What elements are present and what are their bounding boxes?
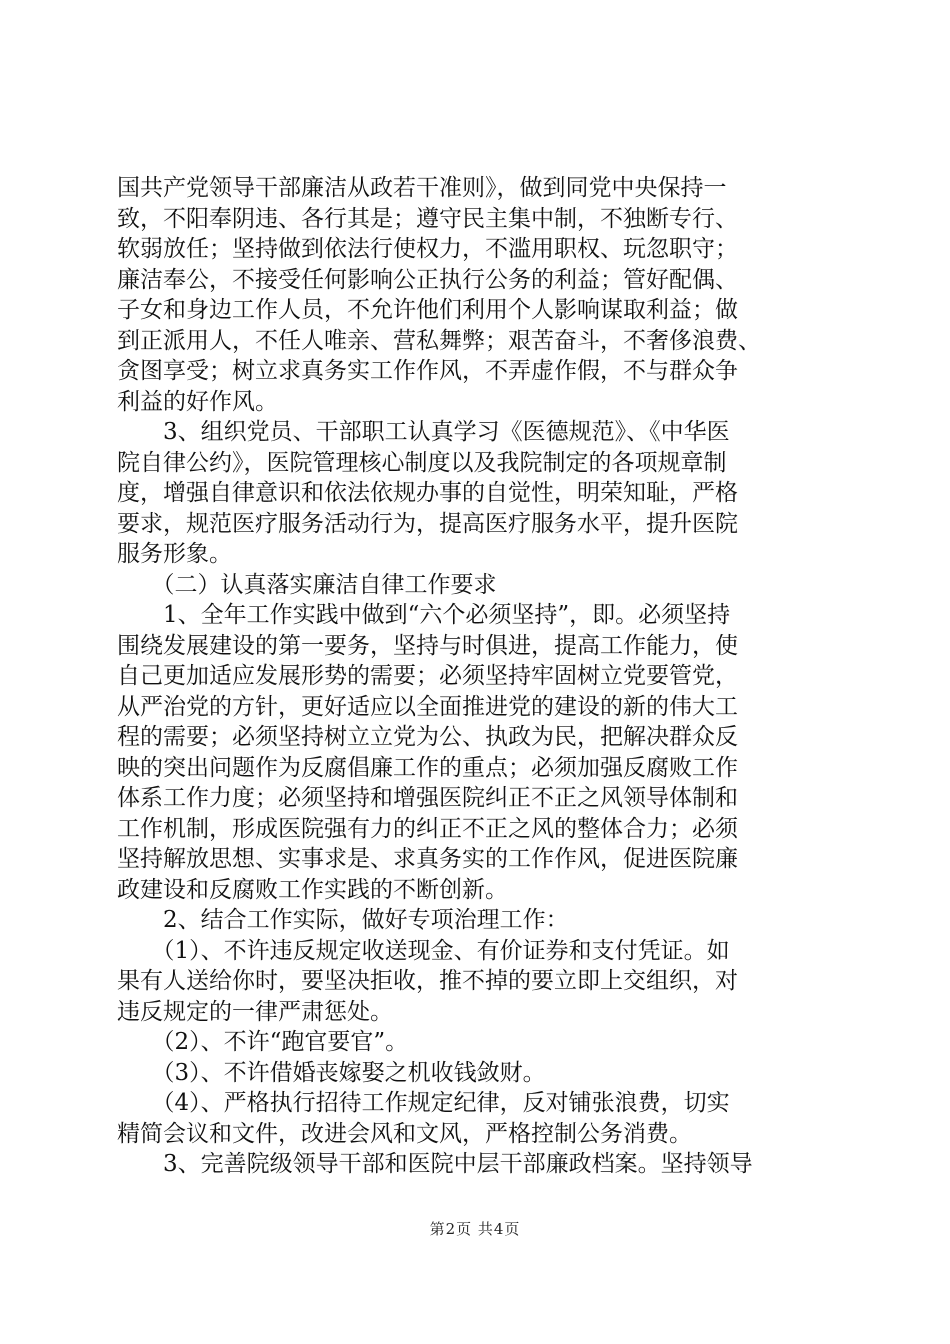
text-line: 院自律公约》，医院管理核心制度以及我院制定的各项规章制 — [117, 449, 727, 476]
text-line: 果有人送给你时，要坚决拒收，推不掉的要立即上交组织，对 — [117, 968, 738, 994]
page-number-footer: 第2页 共4页 — [429, 1220, 521, 1238]
text-line: 国共产党领导干部廉洁从政若干准则》，做到同党中央保持一 — [117, 175, 727, 201]
text-line: （2）、不许“跑官要官”。 — [117, 1029, 409, 1055]
text-line: 2、结合工作实际，做好专项治理工作： — [117, 907, 569, 933]
text-line: 精简会议和文件，改进会风和文风，严格控制公务消费。 — [117, 1120, 692, 1147]
text-line: 到正派用人，不任人唯亲、营私舞弊；艰苦奋斗，不奢侈浪费、 — [117, 327, 761, 354]
text-line: 映的突出问题作为反腐倡廉工作的重点；必须加强反腐败工作 — [117, 754, 738, 781]
text-line: 3、组织党员、干部职工认真学习《医德规范》、《中华医 — [117, 419, 730, 445]
text-line: 从严治党的方针，更好适应以全面推进党的建设的新的伟大工 — [117, 693, 738, 720]
text-line: 程的需要；必须坚持树立立党为公、执政为民，把解决群众反 — [117, 724, 738, 750]
text-line: 政建设和反腐败工作实践的不断创新。 — [117, 876, 508, 903]
text-line: 围绕发展建设的第一要务，坚持与时俱进，提高工作能力，使 — [117, 632, 738, 659]
text-line: 利益的好作风。 — [117, 388, 278, 415]
text-line: 软弱放任；坚持做到依法行使权力，不滥用职权、玩忽职守； — [117, 236, 738, 262]
text-line: 要求，规范医疗服务活动行为，提高医疗服务水平，提升医院 — [117, 510, 738, 537]
text-line: 子女和身边工作人员，不允许他们利用个人影响谋取利益；做 — [117, 297, 738, 323]
text-line: 违反规定的一律严肃惩处。 — [117, 998, 393, 1025]
text-line: 贪图享受；树立求真务实工作作风，不弄虚作假，不与群众争 — [117, 358, 738, 384]
text-line: （1）、不许违反规定收送现金、有价证券和支付凭证。如 — [117, 937, 730, 964]
text-line: 体系工作力度；必须坚持和增强医院纠正不正之风领导体制和 — [117, 785, 738, 811]
text-line: 度，增强自律意识和依法依规办事的自觉性，明荣知耻，严格 — [117, 480, 738, 506]
text-line: 3、完善院级领导干部和医院中层干部廉政档案。坚持领导 — [117, 1151, 753, 1177]
text-line: 自己更加适应发展形势的需要；必须坚持牢固树立党要管党， — [117, 663, 738, 689]
section-heading: （二）认真落实廉洁自律工作要求 — [117, 571, 497, 598]
text-line: 服务形象。 — [117, 541, 232, 567]
text-line: 1、全年工作实践中做到“六个必须坚持”，即。必须坚持 — [117, 602, 731, 628]
text-line: 坚持解放思想、实事求是、求真务实的工作作风，促进医院廉 — [117, 846, 738, 872]
text-line: （3）、不许借婚丧嫁娶之机收钱敛财。 — [117, 1059, 546, 1086]
text-line: 致，不阳奉阴违、各行其是；遵守民主集中制，不独断专行、 — [117, 205, 738, 232]
text-line: （4）、严格执行招待工作规定纪律，反对铺张浪费，切实 — [117, 1090, 730, 1116]
text-line: 廉洁奉公，不接受任何影响公正执行公务的利益；管好配偶、 — [117, 266, 738, 293]
text-line: 工作机制，形成医院强有力的纠正不正之风的整体合力；必须 — [117, 815, 738, 842]
